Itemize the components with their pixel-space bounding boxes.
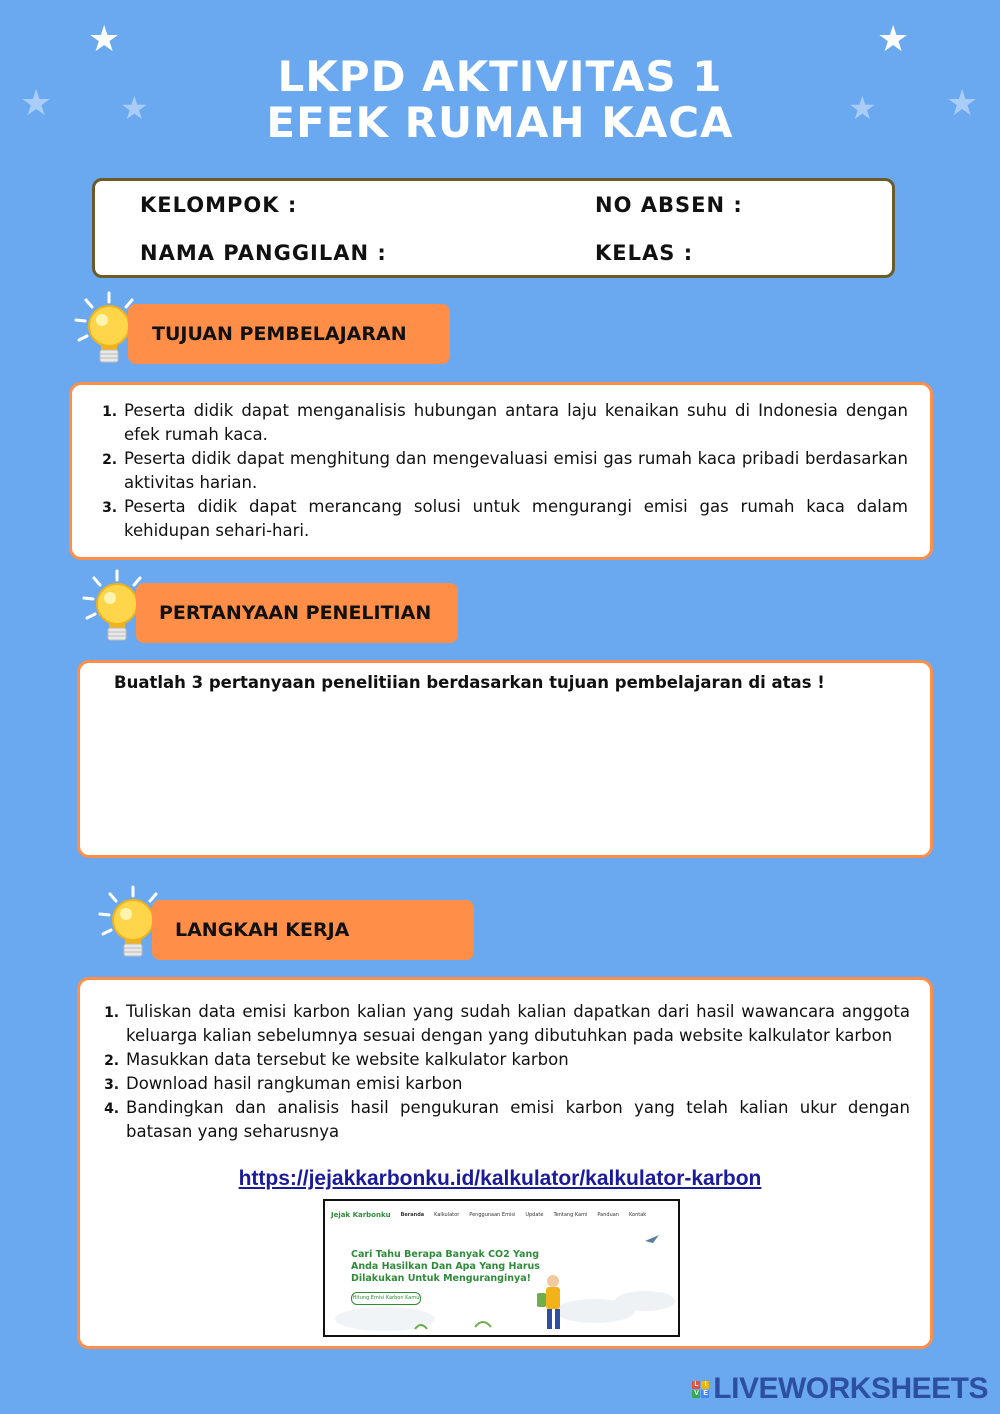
kelas-label: KELAS :	[595, 241, 694, 265]
title-line-1: LKPD AKTIVITAS 1	[277, 52, 723, 101]
preview-logo: Jejak Karbonku	[331, 1211, 391, 1219]
page-title	[0, 54, 1000, 146]
star-icon: ★	[88, 19, 121, 60]
list-item: 2. Masukkan data tersebut ke website kalkulator karbon	[124, 1048, 910, 1072]
preview-headline: Cari Tahu Berapa Banyak CO2 Yang Anda Hasilkan Dan Apa Yang Harus Dilakukan Untuk Menguranginya!	[351, 1249, 540, 1284]
preview-nav-item: Beranda	[400, 1212, 425, 1218]
pertanyaan-heading	[136, 583, 458, 643]
tujuan-heading	[128, 304, 450, 364]
no-absen-label: NO ABSEN :	[595, 193, 743, 217]
list-item: 3. Peserta didik dapat merancang solusi untuk mengurangi emisi gas rumah kaca dalam kehidupan sehari-hari.	[122, 495, 908, 543]
nama-panggilan-label: NAMA PANGGILAN :	[140, 241, 387, 265]
preview-nav-item: Kontak	[628, 1212, 647, 1218]
kelompok-label: KELOMPOK :	[140, 193, 298, 217]
website-preview-image	[323, 1199, 680, 1337]
identity-box	[92, 178, 895, 278]
star-icon: ★	[877, 19, 910, 60]
tujuan-list	[98, 399, 908, 543]
tujuan-card	[69, 382, 933, 560]
kalkulator-link[interactable]: https://jejakkarbonku.id/kalkulator/kalkulator-karbon	[238, 1167, 762, 1190]
preview-nav-item: Tentang Kami	[553, 1212, 588, 1218]
liveworksheets-brand: LIVEWORKSHEETS	[713, 1372, 988, 1405]
liveworksheets-logo	[692, 1372, 988, 1406]
list-item: 1. Peserta didik dapat menganalisis hubungan antara laju kenaikan suhu di Indonesia dengan efek rumah kaca.	[122, 399, 908, 447]
preview-nav-item: Update	[525, 1212, 544, 1218]
tujuan-heading-label: TUJUAN PEMBELAJARAN	[152, 323, 407, 345]
preview-nav-item: Panduan	[597, 1212, 619, 1218]
list-item: 4. Bandingkan dan analisis hasil pengukuran emisi karbon yang telah kalian ukur dengan batasan yang seharusnya	[124, 1096, 910, 1144]
star-icon: ★	[848, 89, 877, 127]
langkah-heading-label: LANGKAH KERJA	[175, 919, 350, 941]
list-item: 2. Peserta didik dapat menghitung dan mengevaluasi emisi gas rumah kaca pribadi berdasarkan aktivitas harian.	[122, 447, 908, 495]
preview-nav-item: Penggunaan Emisi	[469, 1212, 516, 1218]
langkah-list	[114, 1000, 910, 1144]
pertanyaan-prompt: Buatlah 3 pertanyaan penelitiian berdasarkan tujuan pembelajaran di atas !	[114, 673, 825, 692]
star-icon: ★	[20, 83, 53, 124]
list-item: 3. Download hasil rangkuman emisi karbon	[124, 1072, 910, 1096]
list-item: 1. Tuliskan data emisi karbon kalian yang sudah kalian dapatkan dari hasil wawancara anggota keluarga kalian sebelumnya sesuai dengan yang dibutuhkan pada website kalkulator karbon	[124, 1000, 910, 1048]
star-icon: ★	[946, 83, 979, 124]
pertanyaan-card	[77, 660, 933, 858]
preview-nav-item: Kalkulator	[434, 1212, 460, 1218]
langkah-heading	[152, 900, 474, 960]
pertanyaan-heading-label: PERTANYAAN PENELITIAN	[159, 602, 432, 624]
liveworksheets-icon: L I V E	[694, 1380, 708, 1397]
preview-cta-button: Hitung Emisi Karbon Kamu	[351, 1292, 421, 1305]
title-line-2: EFEK RUMAH KACA	[266, 98, 734, 147]
star-icon: ★	[120, 89, 149, 127]
